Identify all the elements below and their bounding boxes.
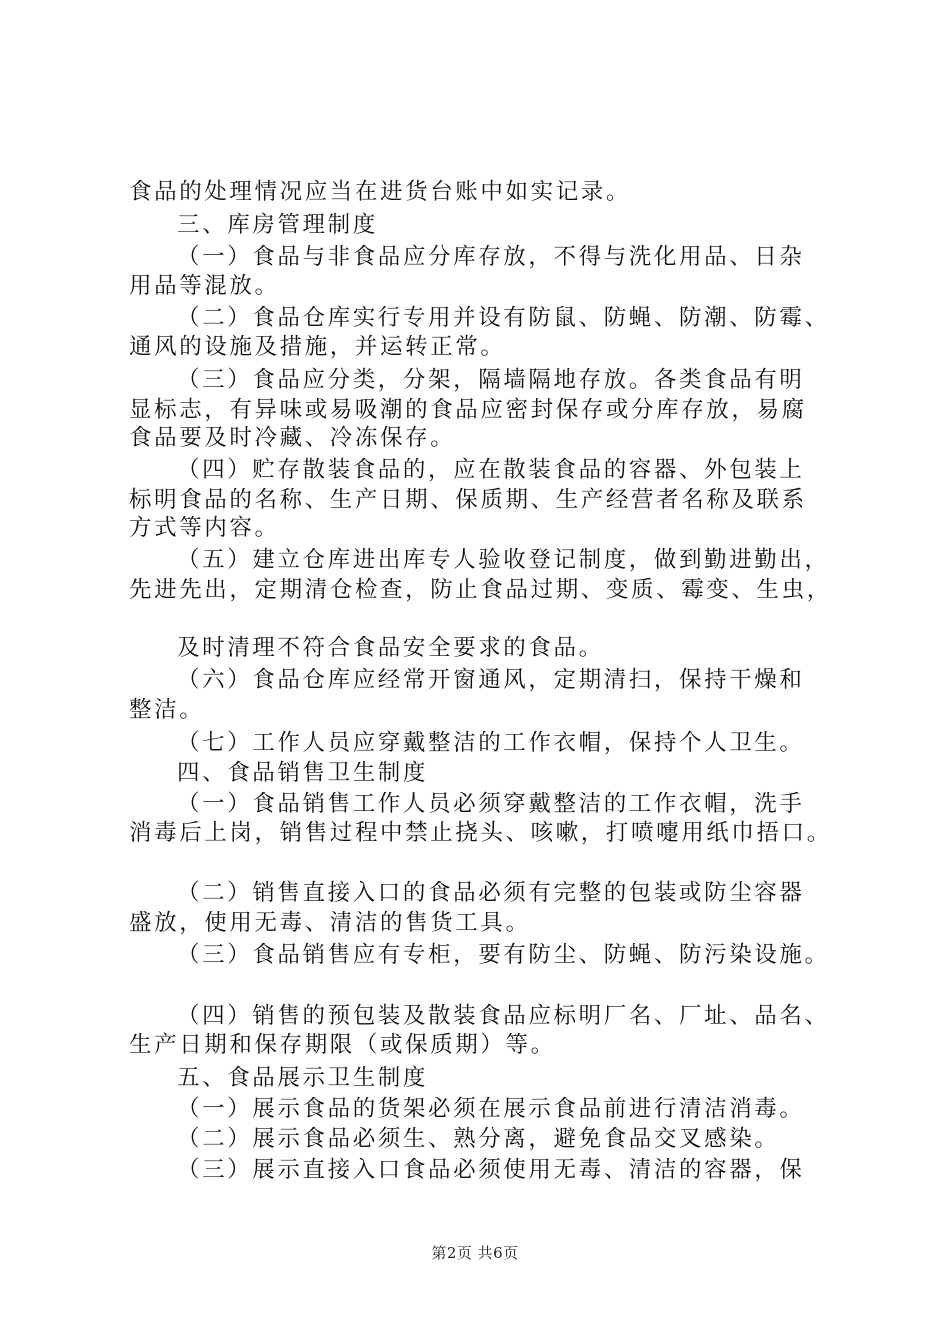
- text-line: （七）工作人员应穿戴整洁的工作衣帽，保持个人卫生。: [177, 730, 805, 756]
- text-line: 食品的处理情况应当在进货台账中如实记录。: [129, 179, 632, 205]
- text-line: 显标志，有异味或易吸潮的食品应密封保存或分库存放，易腐: [129, 397, 807, 423]
- text-line: 盛放，使用无毒、清洁的售货工具。: [129, 910, 531, 936]
- text-line: 食品要及时冷藏、冷冻保存。: [129, 425, 456, 451]
- text-line: （二）展示食品必须生、熟分离，避免食品交叉感染。: [177, 1126, 780, 1152]
- text-line: （三）展示直接入口食品必须使用无毒、清洁的容器，保: [177, 1157, 805, 1183]
- section-heading: 五、食品展示卫生制度: [177, 1065, 429, 1091]
- text-line: 生产日期和保存期限（或保质期）等。: [129, 1032, 556, 1058]
- text-line: （四）贮存散装食品的，应在散装食品的容器、外包装上: [177, 457, 805, 483]
- text-line: 用品等混放。: [129, 273, 280, 299]
- text-line: （一）食品与非食品应分库存放，不得与洗化用品、日杂: [177, 244, 805, 270]
- text-line: 通风的设施及措施，并运转正常。: [129, 334, 506, 360]
- text-line: 整洁。: [129, 697, 205, 723]
- text-line: （三）食品销售应有专柜，要有防尘、防蝇、防污染设施。: [177, 942, 830, 968]
- text-line: 及时清理不符合食品安全要求的食品。: [177, 635, 604, 661]
- section-heading: 四、食品销售卫生制度: [177, 760, 429, 786]
- text-line: 标明食品的名称、生产日期、保质期、生产经营者名称及联系: [129, 487, 807, 513]
- text-line: （二）食品仓库实行专用并设有防鼠、防蝇、防潮、防霉、: [177, 305, 830, 331]
- text-line: 方式等内容。: [129, 515, 280, 541]
- text-line: （四）销售的预包装及散装食品应标明厂名、厂址、品名、: [177, 1003, 830, 1029]
- text-line: （五）建立仓库进出库专人验收登记制度，做到勤进勤出，: [177, 547, 830, 573]
- text-line: （二）销售直接入口的食品必须有完整的包装或防尘容器: [177, 880, 805, 906]
- text-line: 先进先出，定期清仓检查，防止食品过期、变质、霉变、生虫，: [129, 577, 832, 603]
- text-line: （一）展示食品的货架必须在展示食品前进行清洁消毒。: [177, 1096, 805, 1122]
- text-line: （六）食品仓库应经常开窗通风，定期清扫，保持干燥和: [177, 667, 805, 693]
- page-number-footer: 第2页 共6页: [431, 1244, 519, 1262]
- text-line: （一）食品销售工作人员必须穿戴整洁的工作衣帽，洗手: [177, 791, 805, 817]
- section-heading: 三、库房管理制度: [177, 212, 378, 238]
- text-line: 消毒后上岗，销售过程中禁止挠头、咳嗽，打喷嚏用纸巾捂口。: [129, 820, 832, 846]
- text-line: （三）食品应分类，分架，隔墙隔地存放。各类食品有明: [177, 367, 805, 393]
